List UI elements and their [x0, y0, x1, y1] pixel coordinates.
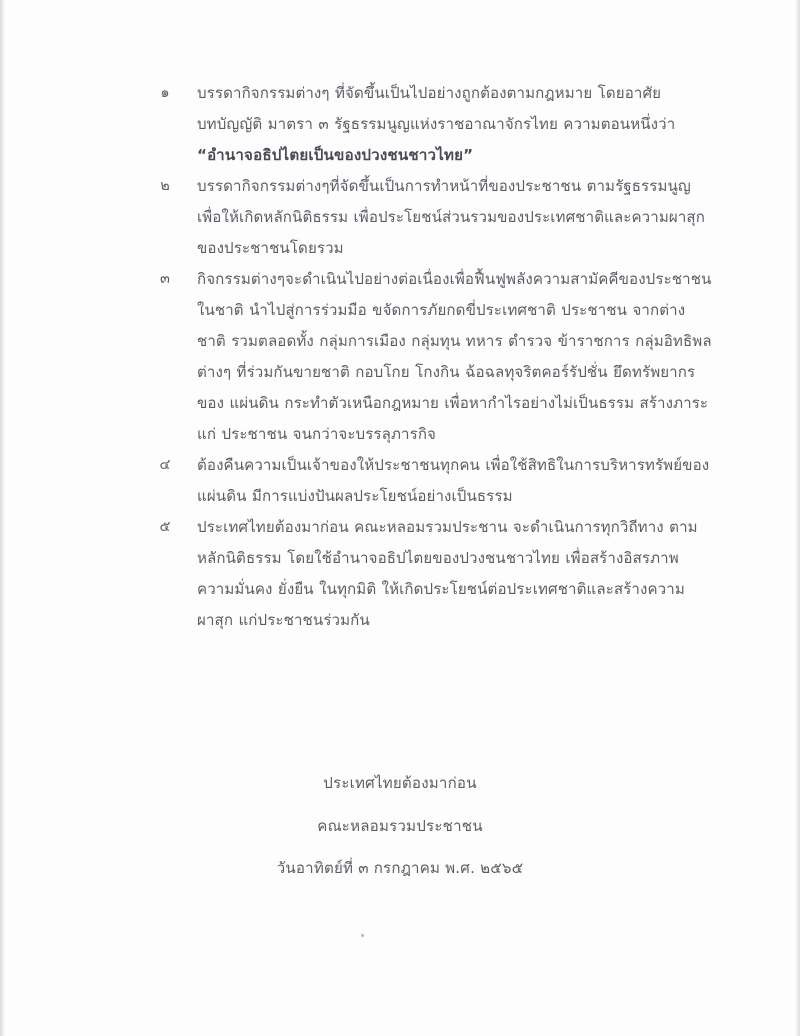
item-number: ๓	[160, 271, 170, 287]
item-text	[197, 171, 712, 264]
list-item	[0, 264, 800, 450]
item-paragraph: บรรดากิจกรรมต่างๆที่จัดขึ้นเป็นการทำหน้าที่ของประชาชน ตามรัฐธรรมนูญ เพื่อให้เกิดหลักนิติธรรม เพื่อประโยชน์ส่วนรวมของประเทศชาติและความผาสุก ของประชาชนโดยรวม	[197, 177, 705, 257]
item-paragraph: ต้องคืนความเป็นเจ้าของให้ประชาชนทุกคน เพื่อใช้สิทธิในการบริหารทรัพย์ของ แผ่นดิน มีการแบ่งปันผลประโยชน์อย่างเป็นธรรม	[197, 456, 710, 505]
list-item	[0, 171, 800, 264]
list-item	[0, 450, 800, 512]
item-text	[197, 512, 712, 636]
closing-organization: คณะหลอมรวมประชาชน	[317, 816, 483, 835]
item-number: ๔	[159, 457, 171, 473]
item-number: ๒	[160, 178, 170, 194]
closing-date: วันอาทิตย์ที่ ๓ กรกฎาคม พ.ศ. ๒๕๖๕	[276, 859, 524, 877]
item-paragraph: บรรดากิจกรรมต่างๆ ที่จัดขึ้นเป็นไปอย่างถูกต้องตามกฎหมาย โดยอาศัยบทบัญญัติ มาตรา ๓ รัฐธรรมนูญแห่งราชอาณาจักรไทย ความตอนหนึ่งว่า	[197, 84, 676, 133]
item-text	[197, 78, 712, 171]
list-item	[0, 78, 800, 171]
item-paragraph: ประเทศไทยต้องมาก่อน คณะหลอมรวมประชาน จะดำเนินการทุกวิถีทาง ตาม หลักนิติธรรม โดยใช้อำนาจอธิปไตยของปวงชนชาวไทย เพื่อสร้างอิสรภาพ ความมั่นคง ยั่งยืน ในทุกมิติ ให้เกิดประโยชน์ต่อประเทศชาติและสร้างความผาสุก แก่ประชาชนร่วมกัน	[197, 518, 698, 629]
list-item	[0, 512, 800, 636]
item-number: ๑	[160, 85, 170, 101]
closing-block	[0, 762, 800, 890]
closing-slogan: ประเทศไทยต้องมาก่อน	[323, 774, 477, 792]
item-text	[197, 264, 712, 450]
item-number: ๕	[159, 519, 171, 535]
item-quoted-text: “อำนาจอธิปไตยเป็นของปวงชนชาวไทย”	[197, 146, 474, 164]
scan-artifact-speck	[361, 934, 364, 937]
item-text	[197, 450, 712, 512]
item-paragraph: กิจกรรมต่างๆจะดำเนินไปอย่างต่อเนื่องเพื่อฟื้นฟูพลังความสามัคคีของประชาชนในชาติ นำไปสู่การร่วมมือ ขจัดการภัยกดขี่ประเทศชาติ ประชาชน จากต่างชาติ รวมตลอดทั้ง กลุ่มการเมือง กลุ่มทุน ทหาร ตำรวจ ข้าราชการ กลุ่มอิทธิพล ต่างๆ ที่ร่วมกันขายชาติ กอบโกย โกงกิน ฉ้อฉลทุจริตคอร์รัปชั่น ยึดทรัพยากรของ แผ่นดิน กระทำตัวเหนือกฎหมาย เพื่อหากำไรอย่างไม่เป็นธรรม สร้างภาระแก่ ประชาชน จนกว่าจะบรรลุภารกิจ	[197, 270, 712, 443]
